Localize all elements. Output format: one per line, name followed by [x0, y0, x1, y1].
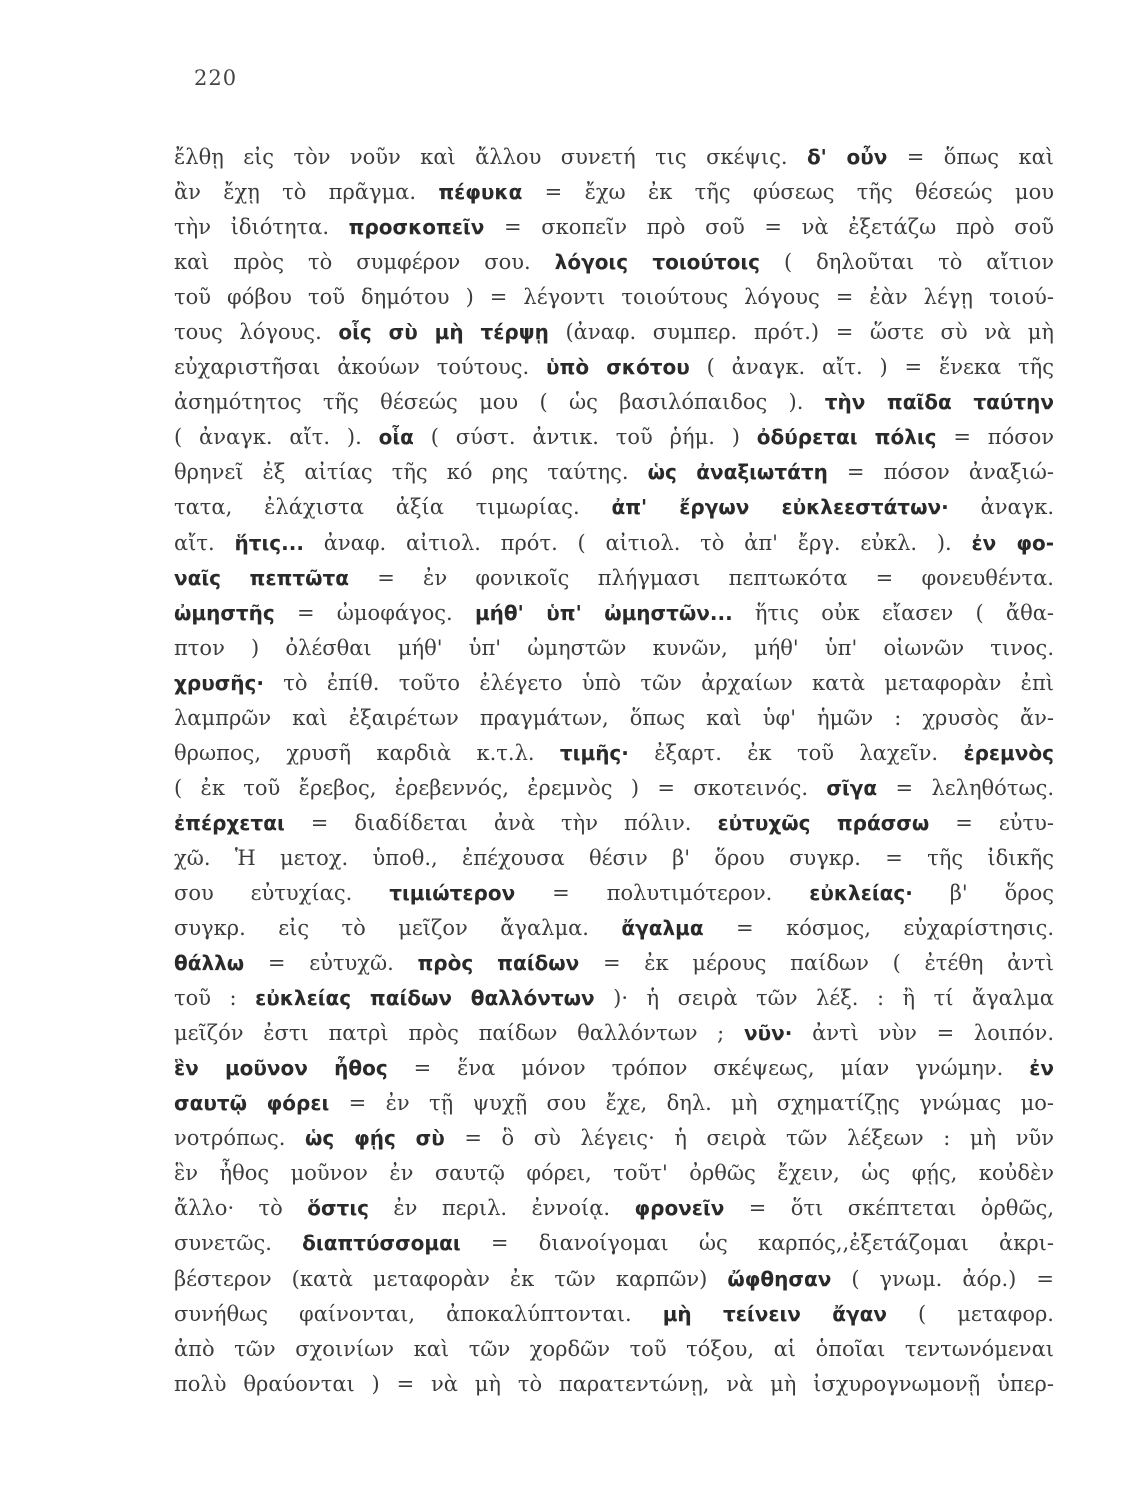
text-line	[174, 420, 1054, 455]
commentary-run: ἐξαρτ. ἐκ τοῦ λαχεῖν.	[628, 740, 964, 765]
commentary-run: αἴτ.	[174, 530, 235, 555]
commentary-run: = εὐτυχῶ.	[244, 951, 418, 976]
commentary-run: ( ἐκ τοῦ ἔρεβος, ἐρεβεννός, ἐρεμνὸς ) = σκοτεινός.	[174, 775, 827, 800]
commentary-run: νοτρόπως.	[174, 1126, 305, 1151]
text-line	[174, 315, 1054, 350]
commentary-run: ἄλλο· τὸ	[174, 1196, 308, 1221]
commentary-run: = εὐτυ-	[929, 810, 1054, 835]
lemma-headword: σαυτῷ φόρει	[174, 1091, 330, 1116]
commentary-run: (ἀναφ. συμπερ. πρότ.) = ὥστε σὺ νὰ μὴ	[548, 320, 1054, 345]
lemma-headword: σῖγα	[826, 775, 878, 800]
commentary-run: = πολυτιμότερον.	[515, 880, 810, 905]
commentary-run: πολὺ θραύονται ) = νὰ μὴ τὸ παρατεντώνῃ, νὰ μὴ ἰσχυρογνωμονῇ ὑπερ-	[174, 1371, 1054, 1396]
commentary-run: ( ἀναγκ. αἴτ. ).	[174, 425, 379, 450]
commentary-run: = διαδίδεται ἀνὰ τὴν πόλιν.	[284, 810, 718, 835]
text-line	[174, 526, 1054, 561]
text-line	[174, 946, 1054, 981]
commentary-run: ἀναγκ.	[948, 495, 1054, 520]
text-line	[174, 771, 1054, 806]
text-line	[174, 140, 1054, 175]
lemma-headword: ἀπ' ἔργων εὐκλεεστάτων·	[611, 495, 949, 520]
lemma-headword: οἷς σὺ μὴ τέρψῃ	[338, 320, 549, 345]
commentary-run: τατα, ἐλάχιστα ἀξία τιμωρίας.	[174, 495, 612, 520]
commentary-text	[174, 140, 1054, 1402]
text-line	[174, 280, 1054, 315]
lemma-headword: ὀδύρεται πόλις	[756, 425, 937, 450]
lemma-headword: ἐρεμνὸς	[963, 740, 1054, 765]
lemma-headword: ὅστις	[307, 1196, 369, 1221]
commentary-run: τὸ ἐπίθ. τοῦτο ἐλέγετο ὑπὸ τῶν ἀρχαίων κατὰ μεταφορὰν ἐπὶ	[264, 670, 1054, 695]
commentary-run: βέστερον (κατὰ μεταφορὰν ἐκ τῶν καρπῶν)	[174, 1266, 728, 1291]
commentary-run: συνήθως φαίνονται, ἀποκαλύπτονται.	[174, 1301, 663, 1326]
commentary-run: χῶ. Ἡ μετοχ. ὑποθ., ἐπέχουσα θέσιν β' ὅρου συγκρ. = τῆς ἰδικῆς	[174, 845, 1054, 870]
commentary-run: ( ἀναγκ. αἴτ. ) = ἕνεκα τῆς	[689, 355, 1054, 380]
lemma-headword: εὐτυχῶς πράσσω	[717, 810, 930, 835]
commentary-run: λαμπρῶν καὶ ἐξαιρέτων πραγμάτων, ὅπως καὶ ὑφ' ἡμῶν : χρυσὸς ἄν-	[174, 705, 1054, 730]
lemma-headword: ἓν μοῦνον ἦθος	[174, 1056, 388, 1081]
lemma-headword: τιμιώτερον	[389, 880, 516, 905]
text-line	[174, 1226, 1054, 1261]
text-line	[174, 490, 1054, 525]
commentary-run: τὴν ἰδιότητα.	[174, 215, 349, 240]
lemma-headword: ἄγαλμα	[621, 916, 704, 941]
commentary-run: = ἐν τῇ ψυχῇ σου ἔχε, δηλ. μὴ σχηματίζῃς γνώμας μο-	[329, 1091, 1054, 1116]
page-number: 220	[194, 66, 238, 90]
text-line	[174, 1156, 1054, 1191]
text-line	[174, 561, 1054, 596]
lemma-headword: ναῖς πεπτῶτα	[174, 565, 349, 590]
lemma-headword: τιμῆς·	[559, 740, 629, 765]
text-line	[174, 245, 1054, 280]
text-line	[174, 981, 1054, 1016]
lemma-headword: δ' οὖν	[806, 145, 888, 169]
text-line	[174, 175, 1054, 210]
text-line	[174, 876, 1054, 911]
lemma-headword: μήθ' ὑπ' ὠμηστῶν...	[474, 600, 733, 625]
lemma-headword: πρὸς παίδων	[417, 951, 580, 976]
commentary-run: = ἔχω ἐκ τῆς φύσεως τῆς θέσεώς μου	[522, 180, 1054, 205]
commentary-run: = ὅπως καὶ	[887, 145, 1054, 169]
lemma-headword: ἐν	[1029, 1056, 1054, 1081]
commentary-run: = ἐκ μέρους παίδων ( ἐτέθη ἀντὶ	[579, 951, 1054, 976]
commentary-run: = ἕνα μόνον τρόπον σκέψεως, μίαν γνώμην.	[387, 1056, 1030, 1081]
text-line	[174, 1016, 1054, 1051]
lemma-headword: εὐκλείας·	[809, 880, 913, 905]
lemma-headword: ὡς φῄς σὺ	[304, 1126, 445, 1151]
text-line	[174, 1367, 1054, 1402]
commentary-run: ἀναφ. αἰτιολ. πρότ. ( αἰτιολ. τὸ ἀπ' ἔργ. εὐκλ. ).	[303, 530, 972, 555]
commentary-run: συγκρ. εἰς τὸ μεῖζον ἄγαλμα.	[174, 916, 622, 941]
lemma-headword: χρυσῆς·	[174, 670, 264, 695]
commentary-run: ( σύστ. ἀντικ. τοῦ ῥήμ. )	[413, 425, 757, 450]
commentary-run: ἀσημότητος τῆς θέσεώς μου ( ὡς βασιλόπαιδος ).	[174, 390, 825, 415]
text-line	[174, 210, 1054, 245]
commentary-run: καὶ πρὸς τὸ συμφέρον σου.	[174, 250, 555, 275]
lemma-headword: νῦν·	[743, 1021, 793, 1046]
text-line	[174, 1332, 1054, 1367]
text-line	[174, 1191, 1054, 1226]
commentary-run: = ὅτι σκέπτεται ὀρθῶς,	[724, 1196, 1054, 1221]
text-line	[174, 596, 1054, 631]
commentary-run: ἐν περιλ. ἐννοίᾳ.	[368, 1196, 635, 1221]
commentary-run: = κόσμος, εὐχαρίστησις.	[703, 916, 1054, 941]
lemma-headword: οἷα	[378, 425, 414, 450]
text-line	[174, 806, 1054, 841]
commentary-run: = ὃ σὺ λέγεις· ἡ σειρὰ τῶν λέξεων : μὴ νῦν	[444, 1126, 1054, 1151]
commentary-run: ἀντὶ νὺν = λοιπόν.	[792, 1021, 1054, 1046]
lemma-headword: διαπτύσσομαι	[302, 1231, 461, 1256]
lemma-headword: φρονεῖν	[634, 1196, 725, 1221]
commentary-run: τοῦ :	[174, 986, 256, 1011]
commentary-run: = λεληθότως.	[877, 775, 1054, 800]
commentary-run: εὐχαριστῆσαι ἀκούων τούτους.	[174, 355, 547, 380]
text-line	[174, 631, 1054, 666]
text-line	[174, 1086, 1054, 1121]
commentary-run: μεῖζόν ἐστι πατρὶ πρὸς παίδων θαλλόντων ;	[174, 1021, 744, 1046]
commentary-run: πτον ) ὀλέσθαι μήθ' ὑπ' ὠμηστῶν κυνῶν, μήθ' ὑπ' οἰωνῶν τινος.	[174, 635, 1054, 660]
text-line	[174, 701, 1054, 736]
commentary-run: συνετῶς.	[174, 1231, 303, 1256]
commentary-run: ἓν ἦθος μοῦνον ἐν σαυτῷ φόρει, τοῦτ' ὀρθῶς ἔχειν, ὡς φῄς, κοὐδὲν	[174, 1161, 1054, 1186]
lemma-headword: ὤφθησαν	[727, 1266, 832, 1291]
text-line	[174, 1121, 1054, 1156]
commentary-run: = πόσον	[936, 425, 1054, 450]
text-line	[174, 666, 1054, 701]
text-line	[174, 736, 1054, 771]
commentary-run: ἀπὸ τῶν σχοινίων καὶ τῶν χορδῶν τοῦ τόξου, αἱ ὁποῖαι τεντωνόμεναι	[174, 1336, 1054, 1361]
commentary-run: θρωπος, χρυσῆ καρδιὰ κ.τ.λ.	[174, 740, 560, 765]
lemma-headword: ἐν φο-	[971, 530, 1054, 555]
lemma-headword: μὴ τείνειν ἄγαν	[662, 1301, 887, 1326]
lemma-headword: ὡς ἀναξιωτάτη	[647, 460, 828, 485]
commentary-run: = πόσον ἀναξιώ-	[827, 460, 1054, 485]
commentary-run: )· ἡ σειρὰ τῶν λέξ. : ἢ τί ἄγαλμα	[594, 986, 1054, 1011]
commentary-run: θρηνεῖ ἐξ αἰτίας τῆς κό ρης ταύτης.	[174, 460, 648, 485]
commentary-run: = διανοίγομαι ὡς καρπός,,ἐξετάζομαι ἀκρι-	[460, 1231, 1054, 1256]
text-line	[174, 1297, 1054, 1332]
lemma-headword: ἐπέρχεται	[174, 810, 285, 835]
commentary-run: ἔλθῃ εἰς τὸν νοῦν καὶ ἄλλου συνετή τις σκέψις.	[174, 145, 807, 169]
lemma-headword: προσκοπεῖν	[348, 215, 485, 240]
commentary-run: ( μεταφορ.	[886, 1301, 1054, 1326]
lemma-headword: εὐκλείας παίδων θαλλόντων	[255, 986, 595, 1011]
text-line	[174, 1262, 1054, 1297]
lemma-headword: ἥτις...	[234, 530, 304, 555]
commentary-run: β' ὅρος	[912, 880, 1054, 905]
commentary-run: = ὠμοφάγος.	[274, 600, 475, 625]
text-line	[174, 911, 1054, 946]
lemma-headword: λόγοις τοιούτοις	[554, 250, 761, 275]
text-line	[174, 350, 1054, 385]
text-line	[174, 385, 1054, 420]
commentary-run: τοῦ φόβου τοῦ δημότου ) = λέγοντι τοιούτους λόγους = ἐὰν λέγῃ τοιού-	[174, 285, 1054, 310]
commentary-run: = ἐν φονικοῖς πλήγμασι πεπτωκότα = φονευθέντα.	[348, 565, 1054, 590]
commentary-run: ἥτις οὐκ εἴασεν ( ἄθα-	[732, 600, 1054, 625]
lemma-headword: ὑπὸ σκότου	[546, 355, 690, 380]
commentary-run: = σκοπεῖν πρὸ σοῦ = νὰ ἐξετάζω πρὸ σοῦ	[484, 215, 1054, 240]
text-line	[174, 1051, 1054, 1086]
lemma-headword: θάλλω	[174, 951, 245, 976]
lemma-headword: ὠμηστῆς	[174, 600, 275, 625]
commentary-run: σου εὐτυχίας.	[174, 880, 390, 905]
text-line	[174, 455, 1054, 490]
commentary-run: τους λόγους.	[174, 320, 339, 345]
lemma-headword: τὴν παῖδα ταύτην	[824, 390, 1054, 415]
text-line	[174, 841, 1054, 876]
commentary-run: ( γνωμ. ἀόρ.) =	[831, 1266, 1054, 1291]
commentary-run: ( δηλοῦται τὸ αἴτιον	[760, 250, 1054, 275]
lemma-headword: πέφυκα	[438, 180, 523, 205]
commentary-run: ἂν ἔχῃ τὸ πρᾶγμα.	[174, 180, 439, 205]
